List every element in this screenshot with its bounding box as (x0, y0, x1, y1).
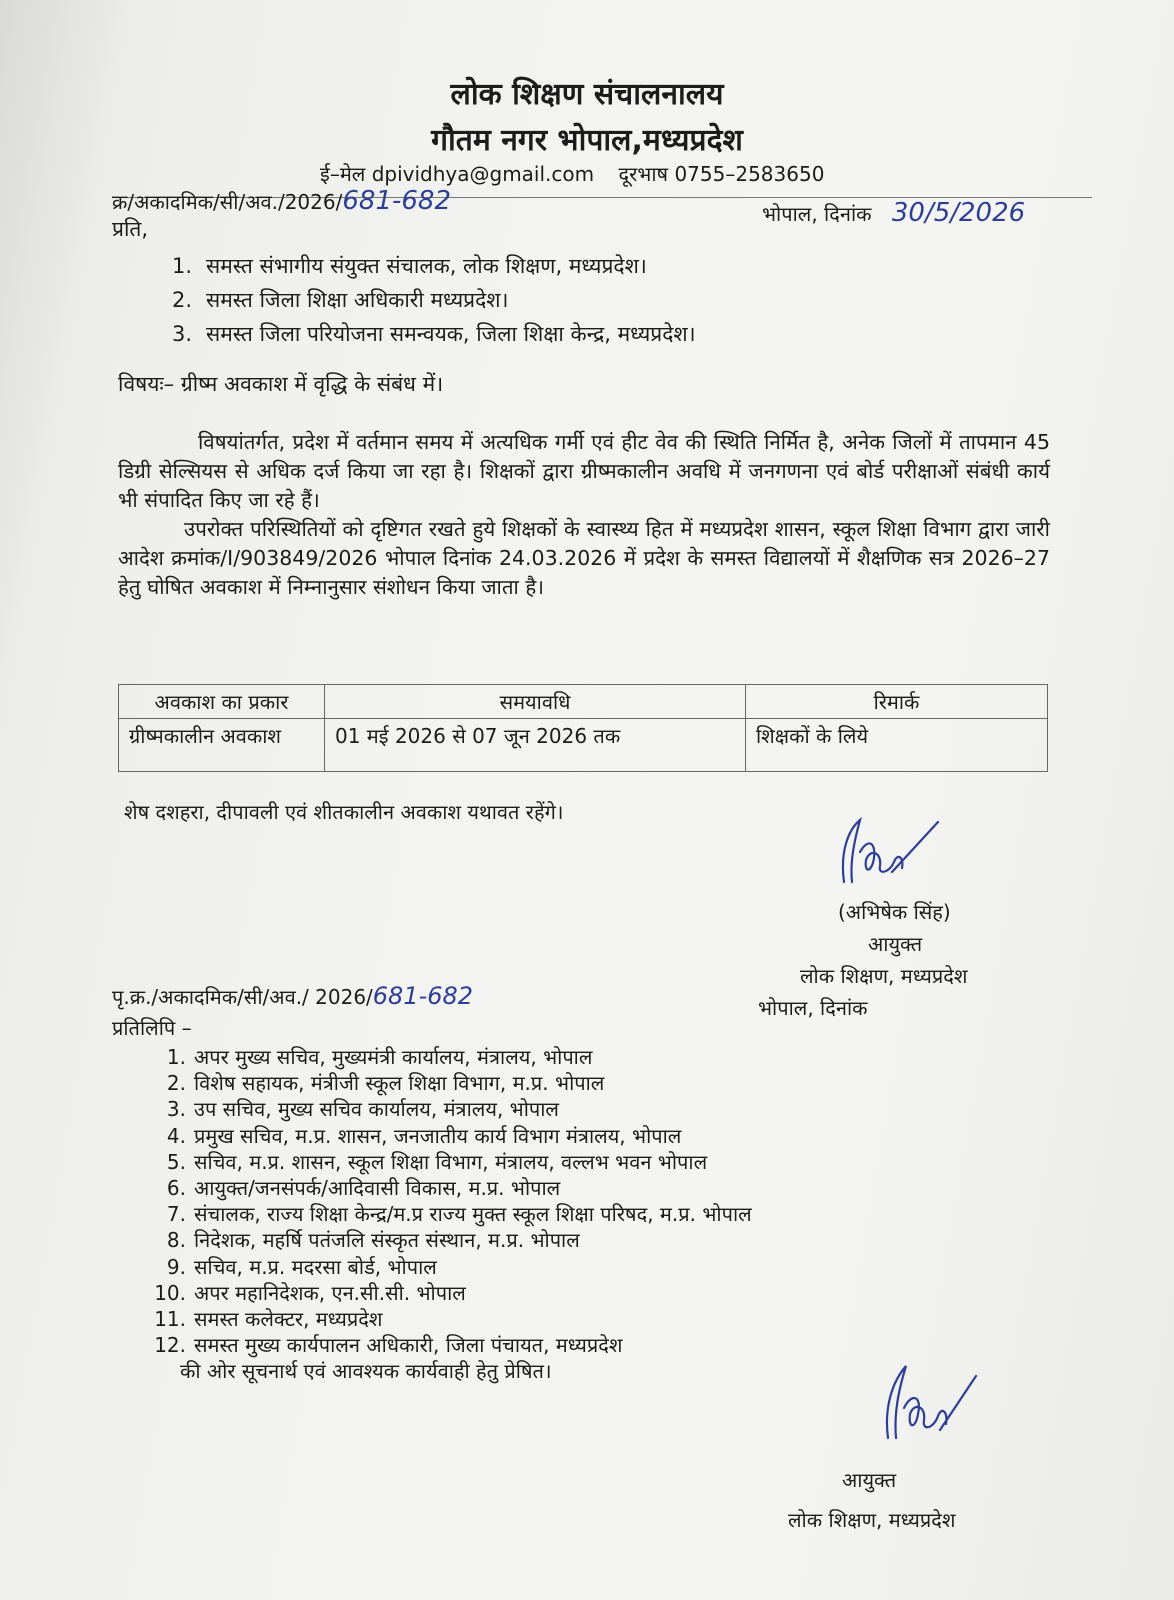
list-item: 2. विशेष सहायक, मंत्रीजी स्कूल शिक्षा विभाग, म.प्र. भोपाल (166, 1071, 605, 1096)
signature-mark (876, 1352, 986, 1456)
endorsement-number: पृ.क्र./अकादमिक/सी/अव./ 2026/681-682 (112, 982, 474, 1010)
body-paragraph-2: उपरोक्त परिस्थितियों को दृष्टिगत रखते हुये शिक्षकों के स्वास्थ्य हित में मध्यप्रदेश शासन, स्कूल शिक्षा विभाग द्वारा जारी आदेश क्रमांक/I/903849/2026 भोपाल दिनांक 24.03.2026 में प्रदेश के समस्त विद्यालयों में शैक्षणिक सत्र 2026–27 हेतु घोषित अवकाश में निम्नानुसार संशोधन किया जाता है। (118, 517, 1050, 599)
table-header-cell: रिमार्क (746, 685, 1048, 719)
table-row (119, 719, 1048, 772)
office-title: लोक शिक्षण संचालनालय (450, 77, 724, 112)
handwritten-signature-1 (830, 812, 950, 892)
signatory-department: लोक शिक्षण, मध्यप्रदेश (800, 964, 968, 988)
reference-number: क्र/अकादमिक/सी/अव./2026/681-682 (112, 186, 451, 216)
list-item: 5. सचिव, म.प्र. शासन, स्कूल शिक्षा विभाग, मंत्रालय, वल्लभ भवन भोपाल (166, 1149, 708, 1174)
list-item: 11. समस्त कलेक्टर, मध्यप्रदेश (154, 1307, 383, 1332)
endorsement-date: भोपाल, दिनांक (758, 996, 868, 1020)
list-item: 6. आयुक्त/जनसंपर्क/आदिवासी विकास, म.प्र. भोपाल (166, 1176, 561, 1201)
recipient-item: 1. समस्त संभागीय संयुक्त संचालक, लोक शिक्षण, मध्यप्रदेश। (172, 254, 647, 278)
list-item: 12. समस्त मुख्य कार्यपालन अधिकारी, जिला पंचायत, मध्यप्रदेश (154, 1333, 623, 1358)
table-cell: 01 मई 2026 से 07 जून 2026 तक (325, 719, 746, 772)
leave-table (118, 684, 1048, 772)
signature-mark (830, 812, 950, 896)
list-item: 7. संचालक, राज्य शिक्षा केन्द्र/म.प्र राज्य मुक्त स्कूल शिक्षा परिषद, म.प्र. भोपाल (166, 1202, 752, 1227)
closing-note: शेष दशहरा, दीपावली एवं शीतकालीन अवकाश यथावत रहेंगे। (124, 800, 564, 824)
recipient-item: 3. समस्त जिला परियोजना समन्वयक, जिला शिक्षा केन्द्र, मध्यप्रदेश। (172, 322, 696, 346)
office-address: गौतम नगर भोपाल,मध्यप्रदेश (431, 123, 743, 158)
list-item: 4. प्रमुख सचिव, म.प्र. शासन, जनजातीय कार्य विभाग मंत्रालय, भोपाल (166, 1123, 682, 1148)
subject-label: विषयः– (118, 372, 175, 396)
date-handwritten: 30/5/2026 (891, 198, 1026, 228)
recipients-label: प्रति, (112, 217, 149, 241)
table-cell: शिक्षकों के लिये (746, 719, 1048, 772)
signatory-designation: आयुक्त (868, 932, 923, 956)
table-header-cell: अवकाश का प्रकार (119, 685, 325, 719)
list-item: 9. सचिव, म.प्र. मदरसा बोर्ड, भोपाल (166, 1254, 437, 1279)
copy-label: प्रतिलिपि – (112, 1016, 192, 1040)
table-header-row (119, 685, 1048, 719)
email: ई–मेल dpividhya@gmail.com (320, 162, 595, 186)
list-item: 3. उप सचिव, मुख्य सचिव कार्यालय, मंत्रालय, भोपाल (166, 1097, 559, 1122)
reference-number-handwritten: 681-682 (342, 186, 451, 216)
signatory-name: (अभिषेक सिंह) (838, 900, 951, 924)
list-item: 8. निदेशक, महर्षि पतंजलि संस्कृत संस्थान, म.प्र. भोपाल (166, 1228, 580, 1253)
recipient-item: 2. समस्त जिला शिक्षा अधिकारी मध्यप्रदेश। (172, 288, 509, 312)
reference-date: भोपाल, दिनांक 30/5/2026 (762, 198, 1026, 228)
body-paragraph-1: विषयांतर्गत, प्रदेश में वर्तमान समय में अत्यधिक गर्मी एवं हीट वेव की स्थिति निर्मित है, अनेक जिलों में तापमान 45 डिग्री सेल्सियस से अधिक दर्ज किया जा रहा है। शिक्षकों द्वारा ग्रीष्मकालीन अवधि में जनगणना एवं बोर्ड परीक्षाओं संबंधी कार्य भी संपादित किए जा रहे हैं। (118, 430, 1050, 512)
phone: दूरभाष 0755–2583650 (618, 162, 825, 186)
subject-text: ग्रीष्म अवकाश में वृद्धि के संबंध में। (180, 372, 444, 396)
list-item: 10. अपर महानिदेशक, एन.सी.सी. भोपाल (154, 1280, 466, 1305)
endorsement-number-handwritten: 681-682 (372, 982, 474, 1010)
table-cell: ग्रीष्मकालीन अवकाश (119, 719, 325, 772)
subject-line (118, 370, 443, 398)
endorsement-designation: आयुक्त (842, 1468, 897, 1492)
copy-list (150, 1044, 752, 1385)
handwritten-signature-2 (876, 1352, 986, 1452)
closing-line: की ओर सूचनार्थ एवं आवश्यक कार्यवाही हेतु प्रेषित। (180, 1359, 552, 1384)
table-header-cell: समयावधि (325, 685, 746, 719)
endorsement-department: लोक शिक्षण, मध्यप्रदेश (788, 1508, 956, 1532)
list-item: 1. अपर मुख्य सचिव, मुख्यमंत्री कार्यालय, मंत्रालय, भोपाल (166, 1045, 593, 1069)
contact-line (320, 160, 842, 187)
